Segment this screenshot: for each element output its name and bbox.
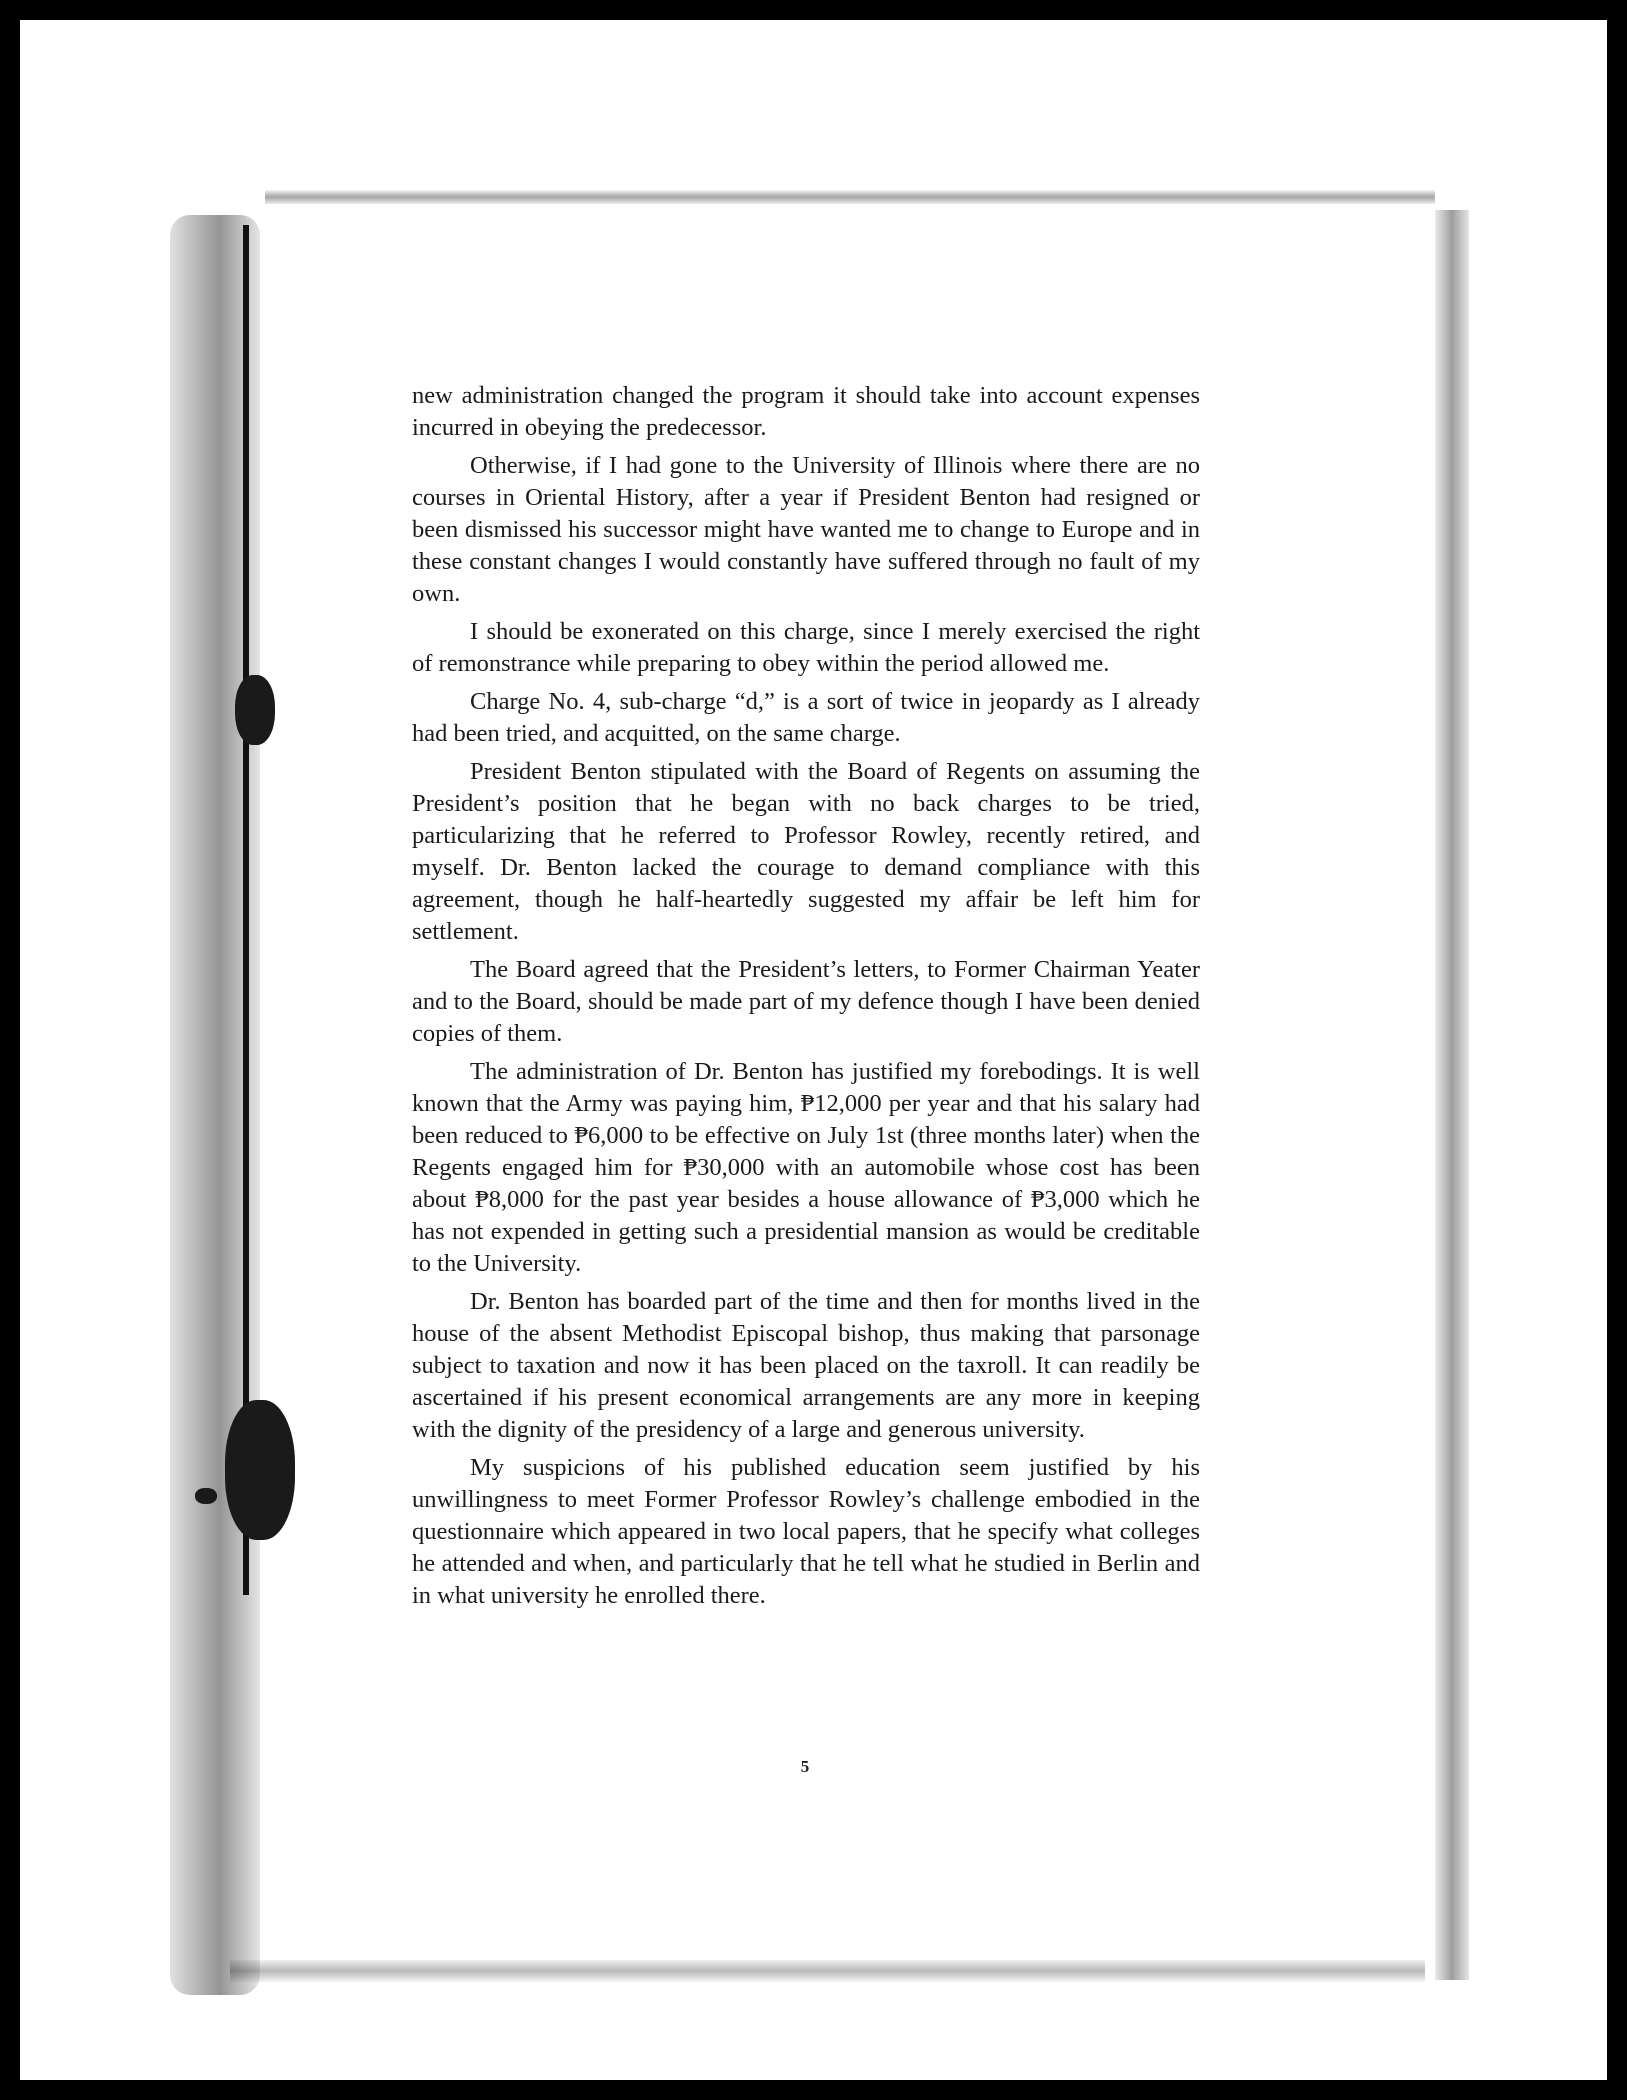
- paragraph: new administration changed the program it should take into account expenses incurred in obeying the predecessor.: [412, 382, 1200, 441]
- page-edge-bottom: [230, 1960, 1425, 1982]
- paragraph: My suspicions of his published education seem justified by his unwillingness to meet Former Professor Rowley’s challenge embodied in the questionnaire which appeared in two local papers, that he specify what colleges he attended and when, and particularly that he tell what he studied in Berlin and in what university he enrolled there.: [412, 1454, 1200, 1609]
- page-edge-right: [1435, 210, 1469, 1980]
- ink-blot-upper: [235, 675, 275, 745]
- paragraph: President Benton stipulated with the Board of Regents on assuming the President’s position that he began with no back charges to be tried, particularizing that he referred to Professor Rowley, recently retired, and myself. Dr. Benton lacked the courage to demand compliance with this agreement, though he half-heartedly suggested my affair be left him for settlement.: [412, 758, 1200, 945]
- page-edge-top: [265, 190, 1435, 204]
- paragraph: The Board agreed that the President’s letters, to Former Chairman Yeater and to the Board, should be made part of my defence though I have been denied copies of them.: [412, 956, 1200, 1047]
- paragraph: Charge No. 4, sub-charge “d,” is a sort of twice in jeopardy as I already had been tried, and acquitted, on the same charge.: [412, 688, 1200, 747]
- paragraph: Otherwise, if I had gone to the University of Illinois where there are no courses in Oriental History, after a year if President Benton had resigned or been dismissed his successor might have wanted me to change to Europe and in these constant changes I would constantly have suffered through no fault of my own.: [412, 452, 1200, 607]
- ink-blot-lower: [225, 1400, 295, 1540]
- binding-line: [243, 225, 249, 1595]
- paragraph: Dr. Benton has boarded part of the time and then for months lived in the house of the absent Methodist Episcopal bishop, thus making that parsonage subject to taxation and now it has been placed on the taxroll. It can readily be ascertained if his present economical arrangements are any more in keeping with the dignity of the presidency of a large and generous university.: [412, 1288, 1200, 1443]
- page-number: 5: [800, 1757, 810, 1776]
- ink-dot: [195, 1488, 217, 1504]
- paragraph: I should be exonerated on this charge, since I merely exercised the right of remonstrance while preparing to obey within the period allowed me.: [412, 618, 1200, 677]
- body-text: [412, 380, 1200, 1618]
- paragraph: The administration of Dr. Benton has justified my forebodings. It is well known that the Army was paying him, ₱12,000 per year and that his salary had been reduced to ₱6,000 to be effective on July 1st (three months later) when the Regents engaged him for ₱30,000 with an automobile whose cost has been about ₱8,000 for the past year besides a house allowance of ₱3,000 which he has not expended in getting such a presidential mansion as would be creditable to the University.: [412, 1058, 1200, 1277]
